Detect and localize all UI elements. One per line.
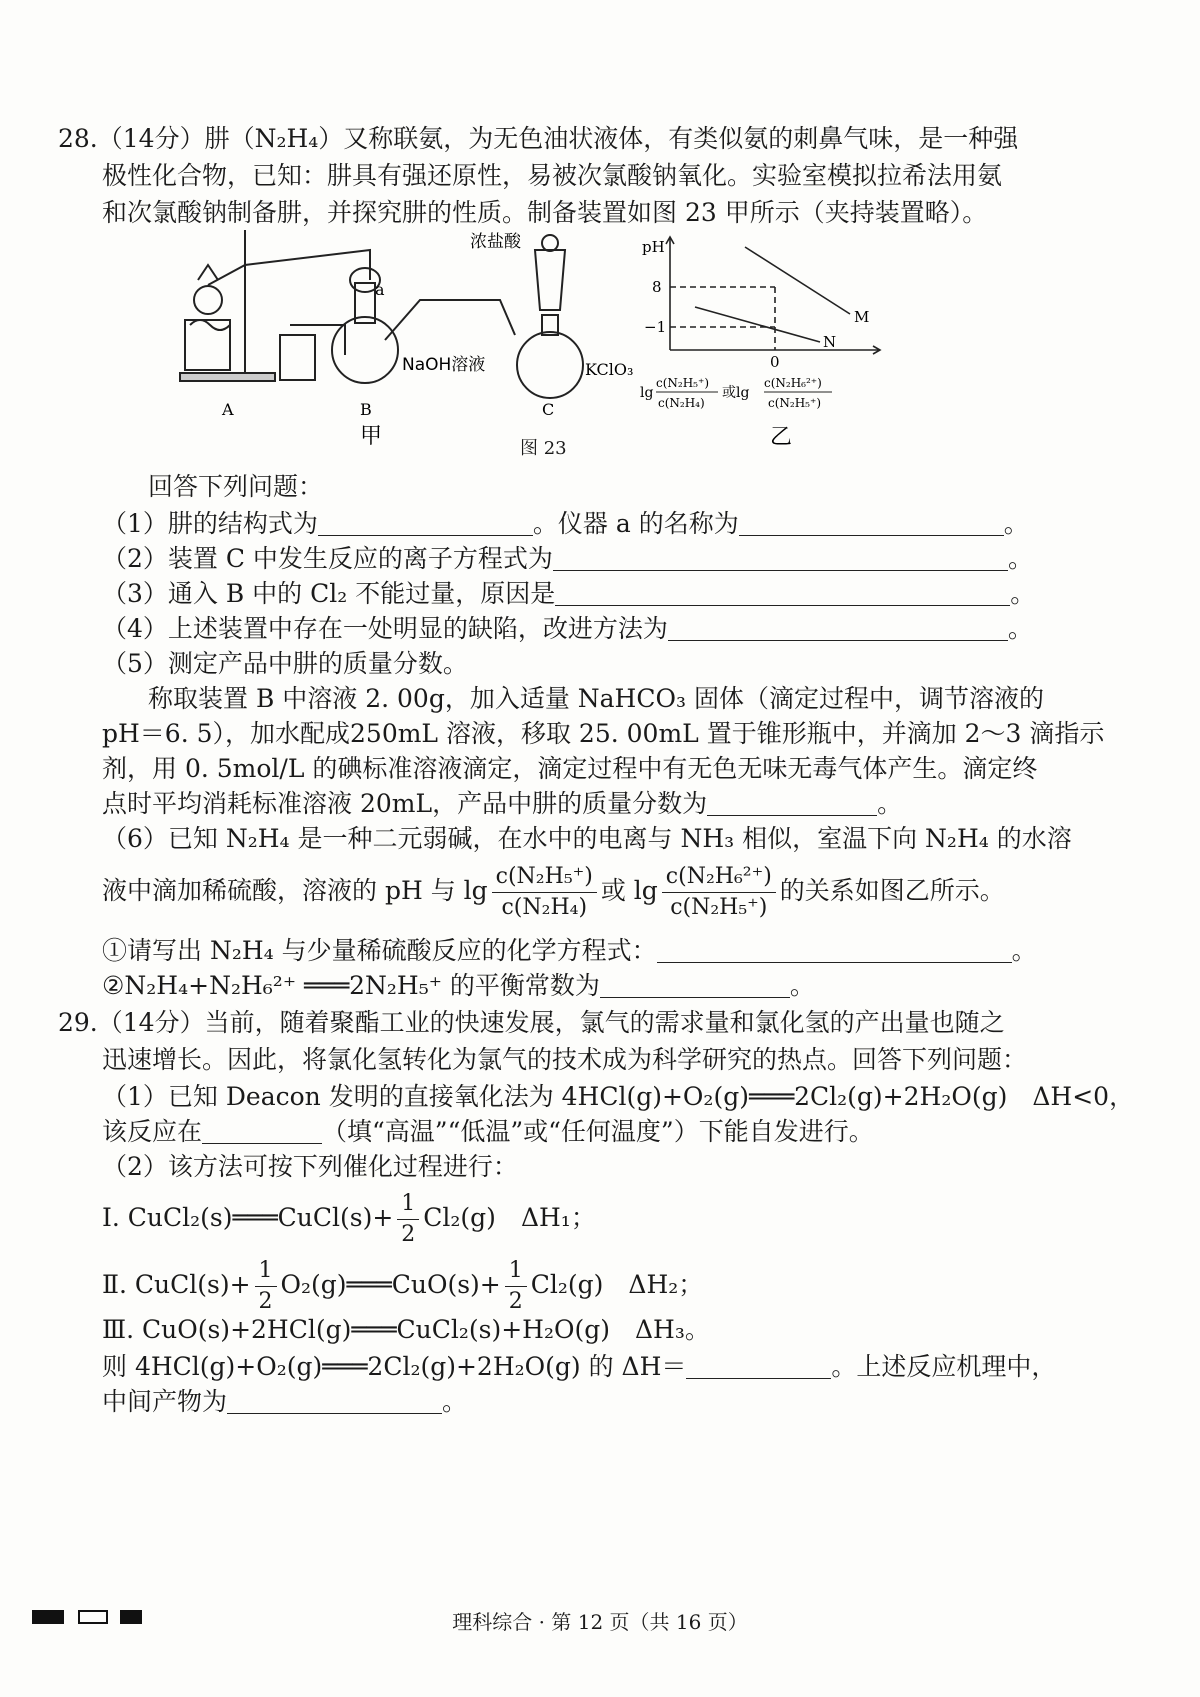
q29-part1: （1）已知 Deacon 发明的直接氧化法为 4HCl(g)+O₂(g)═══2Cl₂(g)+2H₂O(g) ΔH<0， — [102, 1082, 1135, 1111]
period: 。 — [442, 1387, 468, 1416]
xlabel-den2: c(N₂H₅⁺) — [768, 396, 822, 410]
q28-part2-text: （2）装置 C 中发生反应的离子方程式为 — [102, 544, 553, 573]
label-B: B — [360, 400, 372, 419]
q28-part6-q2-text: ②N₂H₄+N₂H₆²⁺ ═══2N₂H₅⁺ 的平衡常数为 — [102, 971, 600, 1000]
label-A: A — [222, 400, 234, 419]
fraction-denominator: 2 — [401, 1222, 416, 1247]
q29-part1b-text2: （填“高温”“低温”或“任何温度”）下能自发进行。 — [322, 1117, 874, 1146]
page-footer: 理科综合 · 第 12 页（共 16 页） — [452, 1610, 748, 1634]
q28-line-1: 28.（14分）肼（N₂H₄）又称联氨，为无色油状液体，有类似氨的刺鼻气味，是一种强 — [58, 124, 1019, 153]
ph-graph-drawing — [640, 232, 890, 452]
answer-blank[interactable] — [553, 544, 1008, 571]
q29-intermediate — [102, 1385, 467, 1419]
q28-part5-text3: 剂，用 0. 5mol/L 的碘标准溶液滴定，滴定过程中有无色无味无毒气体产生。滴定终 — [102, 754, 1038, 783]
period: 。 — [789, 971, 815, 1000]
fraction-denominator: c(N₂H₄) — [501, 895, 588, 920]
fraction-half — [255, 1256, 277, 1317]
q28-part5-text1: 称取装置 B 中溶液 2. 00g，加入适量 NaHCO₃ 固体（滴定过程中，调节溶液的 — [148, 684, 1044, 713]
answer-blank[interactable] — [707, 789, 877, 816]
period: 。 — [1010, 579, 1036, 608]
q28-part1-text: （1）肼的结构式为 — [102, 509, 318, 538]
q28-part2 — [102, 542, 1033, 576]
label-jia: 甲 — [360, 424, 383, 449]
label-N: N — [823, 333, 837, 351]
answer-blank[interactable] — [686, 1352, 831, 1379]
label-kclo3: KClO₃ — [585, 360, 634, 379]
answer-blank[interactable] — [600, 971, 790, 998]
q28-part3-text: （3）通入 B 中的 Cl₂ 不能过量，原因是 — [102, 579, 556, 608]
period: 。 — [1007, 544, 1033, 573]
period: 。 — [1011, 936, 1037, 965]
label-naoh: NaOH溶液 — [402, 355, 486, 375]
fraction-half — [505, 1256, 527, 1317]
q28-part1-text2: 。仪器 a 的名称为 — [532, 509, 739, 538]
line-N — [695, 307, 820, 342]
q28-part4-text: （4）上述装置中存在一处明显的缺陷，改进方法为 — [102, 614, 668, 643]
figure-caption: 图 23 — [520, 438, 567, 459]
answer-intro: 回答下列问题： — [148, 472, 324, 501]
xlabel-num1: c(N₂H₅⁺) — [656, 376, 710, 390]
answer-blank[interactable] — [202, 1117, 322, 1144]
answer-blank[interactable] — [657, 936, 1012, 963]
q29-dh-text2: 。上述反应机理中， — [831, 1352, 1057, 1381]
q28-part5-text2: pH＝6. 5），加水配成250mL 溶液，移取 25. 00mL 置于锥形瓶中，并滴加 2～3 滴指示 — [102, 719, 1105, 748]
fraction-numerator: 1 — [255, 1256, 277, 1287]
label-M: M — [854, 308, 870, 326]
label-yi: 乙 — [770, 425, 793, 450]
answer-blank[interactable] — [739, 509, 1004, 536]
fraction-denominator: c(N₂H₅⁺) — [670, 895, 768, 920]
tick-8: 8 — [652, 278, 662, 296]
period: 。 — [1007, 614, 1033, 643]
reaction-2-text: Ⅱ. CuCl(s)+ — [102, 1270, 251, 1299]
q28-part6-line2 — [102, 858, 1005, 924]
q28-part6-line1: （6）已知 N₂H₄ 是一种二元弱碱，在水中的电离与 NH₃ 相似，室温下向 N₂H₄ 的水溶 — [102, 824, 1072, 853]
label-hcl: 浓盐酸 — [470, 232, 521, 252]
q28-part5: （5）测定产品中肼的质量分数。 — [102, 649, 468, 678]
fraction-1 — [492, 862, 597, 923]
apparatus-drawing — [170, 225, 650, 455]
tick-0: 0 — [770, 353, 780, 371]
tick-minus1: −1 — [644, 318, 667, 336]
fraction-numerator: c(N₂H₅⁺) — [492, 862, 597, 893]
reaction-1-text2: Cl₂(g) ΔH₁； — [423, 1203, 596, 1232]
fraction-numerator: 1 — [505, 1256, 527, 1287]
q28-part5-text4 — [102, 787, 902, 821]
q28-part6-text: 液中滴加稀硫酸，溶液的 pH 与 lg — [102, 876, 488, 905]
fraction-denominator: 2 — [508, 1289, 523, 1314]
q28-line-2: 极性化合物，已知：肼具有强还原性，易被次氯酸钠氧化。实验室模拟拉希法用氨 — [102, 161, 1003, 190]
period: 。 — [1003, 509, 1029, 538]
q29-dh-text: 则 4HCl(g)+O₂(g)═══2Cl₂(g)+2H₂O(g) 的 ΔH＝ — [102, 1352, 687, 1381]
fraction-numerator: 1 — [397, 1189, 419, 1220]
reaction-1-text: Ⅰ. CuCl₂(s)═══CuCl(s)+ — [102, 1203, 394, 1232]
fraction-denominator: 2 — [258, 1289, 273, 1314]
reaction-3: Ⅲ. CuO(s)+2HCl(g)═══CuCl₂(s)+H₂O(g) ΔH₃。 — [102, 1315, 710, 1344]
q28-part6-q1-text: ①请写出 N₂H₄ 与少量稀硫酸反应的化学方程式： — [102, 936, 657, 965]
reaction-2-text3: Cl₂(g) ΔH₂； — [530, 1270, 704, 1299]
xlabel-den1: c(N₂H₄) — [658, 396, 705, 410]
xlabel-lg1: lg — [640, 385, 654, 401]
q28-line-3: 和次氯酸钠制备肼，并探究肼的性质。制备装置如图 23 甲所示（夹持装置略）。 — [102, 198, 988, 227]
q28-part6-or: 或 lg — [600, 876, 658, 905]
xlabel-or: 或lg — [722, 385, 750, 401]
q29-part2: （2）该方法可按下列催化过程进行： — [102, 1152, 518, 1181]
q28-part6-q1 — [102, 934, 1037, 968]
q29-line-1: 29.（14分）当前，随着聚酯工业的快速发展，氯气的需求量和氯化氢的产出量也随之 — [58, 1008, 1005, 1037]
q29-dh-question — [102, 1350, 1056, 1384]
q29-intermediate-text: 中间产物为 — [102, 1387, 228, 1416]
answer-blank[interactable] — [668, 614, 1008, 641]
xlabel-num2: c(N₂H₆²⁺) — [764, 376, 822, 390]
reaction-2 — [102, 1255, 703, 1317]
line-M — [745, 247, 850, 314]
label-a: a — [375, 280, 385, 299]
period: 。 — [877, 789, 903, 818]
reaction-1 — [102, 1188, 596, 1250]
fraction-2 — [662, 862, 776, 923]
q29-part1b-text: 该反应在 — [102, 1117, 203, 1146]
q29-part1b — [102, 1115, 874, 1149]
q29-line-2: 迅速增长。因此，将氯化氢转化为氯气的技术成为科学研究的热点。回答下列问题： — [102, 1045, 1028, 1074]
fraction-numerator: c(N₂H₆²⁺) — [662, 862, 776, 893]
apparatus-figure — [170, 225, 650, 455]
q28-part4 — [102, 612, 1033, 646]
q28-part3 — [102, 577, 1035, 611]
ph-graph — [640, 232, 890, 452]
q28-part6-text2: 的关系如图乙所示。 — [779, 876, 1005, 905]
label-C: C — [542, 400, 555, 419]
answer-blank[interactable] — [318, 509, 533, 536]
q28-part6-q2 — [102, 969, 815, 1003]
q28-part5-text4a: 点时平均消耗标准溶液 20mL，产品中肼的质量分数为 — [102, 789, 708, 818]
answer-blank[interactable] — [555, 579, 1010, 606]
ph-axis-label: pH — [642, 238, 665, 256]
fraction-half — [397, 1189, 419, 1250]
q28-part1 — [102, 507, 1029, 541]
answer-blank[interactable] — [227, 1387, 442, 1414]
reaction-2-text2: O₂(g)═══CuO(s)+ — [280, 1270, 501, 1299]
